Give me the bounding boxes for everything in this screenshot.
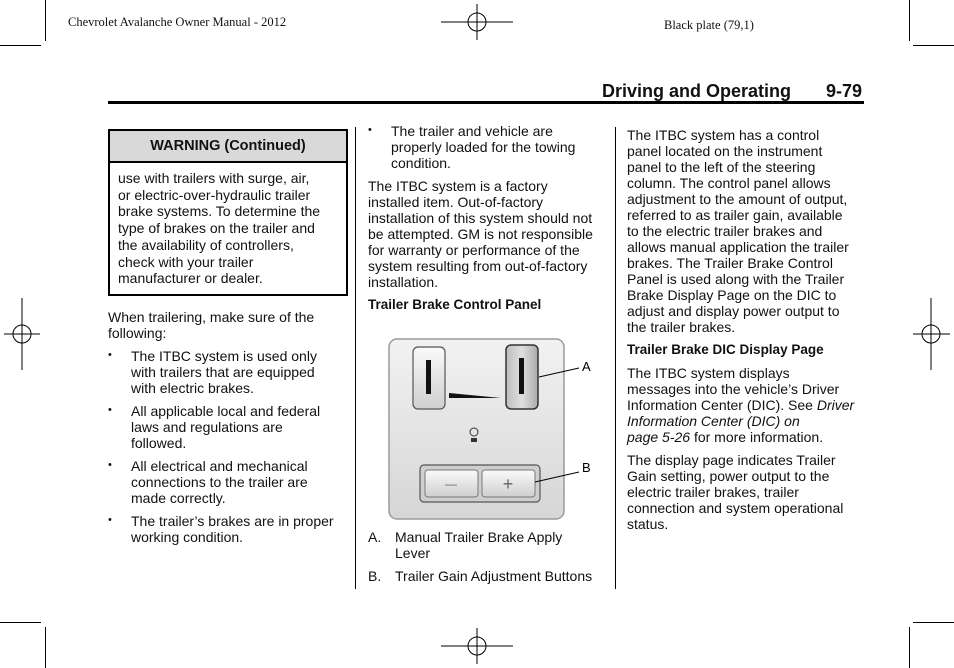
text-line: for warranty or performance of the — [368, 242, 580, 258]
bullet-dot-icon: • — [108, 459, 112, 471]
text-line: to the electric trailer brakes and — [627, 223, 823, 239]
cross-reference-link[interactable]: page 5-26 — [627, 429, 691, 445]
text-line: electric trailer brakes, trailer — [627, 484, 799, 500]
text-line: with electric brakes. — [131, 380, 254, 396]
text-line: panel to the left of the steering — [627, 159, 816, 175]
text-line: Brake Display Page on the DIC to — [627, 287, 837, 303]
bullet-dot-icon: • — [368, 124, 372, 136]
bullet-item — [108, 458, 348, 506]
bullet-item — [108, 513, 348, 545]
text-line: The ITBC system displays — [627, 365, 790, 381]
text-line: Lever — [395, 545, 431, 561]
figure-captions — [368, 529, 610, 591]
text-line: made correctly. — [131, 490, 226, 506]
bullet-item — [368, 123, 610, 171]
text-line: followed. — [131, 435, 187, 451]
text-line: brakes. The Trailer Brake Control — [627, 255, 833, 271]
warning-line: brake systems. To determine the — [118, 203, 321, 220]
column-3 — [627, 127, 872, 539]
text-line: allows manual application the trailer — [627, 239, 849, 255]
text-line: All electrical and mechanical — [131, 458, 308, 474]
text-line: installation of this system should not — [368, 210, 593, 226]
text-line: installed item. Out-of-factory — [368, 194, 544, 210]
warning-line: use with trailers with surge, air, — [118, 170, 310, 186]
column-rule-2 — [615, 127, 616, 589]
subheading: Trailer Brake Control Panel — [368, 297, 542, 312]
text-line: The ITBC system is used only — [131, 348, 317, 364]
minus-sign-label: — — [445, 477, 457, 491]
callout-b-label: B — [582, 460, 591, 475]
text-line: All applicable local and federal — [131, 403, 321, 419]
cross-reference-link[interactable]: Driver — [816, 397, 855, 413]
text-line: connection and system operational — [627, 500, 844, 516]
text-fragment: Information Center (DIC). See — [627, 397, 817, 413]
warning-line: or electric-over-hydraulic trailer — [118, 186, 311, 203]
text-line: The display page indicates Trailer — [627, 452, 836, 468]
bullet-dot-icon: • — [108, 514, 112, 526]
caption-label: B. — [368, 568, 382, 584]
text-line — [627, 397, 872, 413]
text-line: Trailer Gain Adjustment Buttons — [395, 568, 593, 584]
bullet-item — [108, 403, 348, 451]
warning-title: WARNING (Continued) — [110, 131, 346, 163]
text-line: messages into the vehicle’s Driver — [627, 381, 840, 397]
itbc-control-paragraph — [627, 127, 872, 335]
text-line: The trailer’s brakes are in proper — [131, 513, 334, 529]
caption-label: A. — [368, 529, 382, 545]
text-line: condition. — [391, 155, 451, 171]
factory-paragraph — [368, 178, 610, 290]
cross-reference-link[interactable]: Information Center (DIC) on — [627, 413, 800, 429]
intro-paragraph — [108, 309, 348, 341]
trailer-brake-control-panel-figure — [385, 335, 605, 525]
column-2 — [368, 123, 610, 320]
text-line: properly loaded for the towing — [391, 139, 576, 155]
text-line: installation. — [368, 274, 439, 290]
text-line: The ITBC system has a control — [627, 127, 820, 143]
bullet-dot-icon: • — [108, 349, 112, 361]
text-line: with trailers that are equipped — [131, 364, 315, 380]
text-line: The trailer and vehicle are — [391, 123, 553, 139]
caption-b — [368, 568, 610, 584]
header-rule — [108, 101, 864, 104]
display-page-paragraph — [627, 452, 872, 532]
text-line: status. — [627, 516, 669, 532]
text-line: adjustment to the amount of output, — [627, 191, 848, 207]
text-line: the trailer brakes. — [627, 319, 736, 335]
text-line: be attempted. GM is not responsible — [368, 226, 593, 242]
section-title: Driving and Operating — [602, 81, 792, 101]
text-line: column. The control panel allows — [627, 175, 831, 191]
warning-line: manufacturer or dealer. — [118, 270, 263, 287]
text-line: connections to the trailer are — [131, 474, 308, 490]
text-fragment: for more information. — [690, 429, 824, 445]
text-line — [627, 429, 872, 445]
print-header-left: Chevrolet Avalanche Owner Manual - 2012 — [68, 15, 287, 29]
text-line: When trailering, make sure of the — [108, 309, 315, 325]
text-line: Manual Trailer Brake Apply — [395, 529, 563, 545]
subheading: Trailer Brake DIC Display Page — [627, 342, 824, 357]
callout-a-label: A — [582, 359, 591, 374]
text-line: system resulting from out-of-factory — [368, 258, 588, 274]
print-header-right: Black plate (79,1) — [664, 18, 754, 32]
caption-a — [368, 529, 610, 561]
bullet-dot-icon: • — [108, 404, 112, 416]
text-line: Panel is used along with the Trailer — [627, 271, 845, 287]
warning-box — [108, 129, 348, 296]
column-1 — [108, 309, 348, 552]
text-line: The ITBC system is a factory — [368, 178, 548, 194]
dic-paragraph — [627, 365, 872, 445]
warning-line: type of brakes on the trailer and — [118, 220, 315, 237]
plus-sign-label: + — [502, 474, 514, 494]
warning-line: check with your trailer — [118, 253, 254, 270]
lever-bar-icon — [519, 358, 524, 394]
text-line: working condition. — [131, 529, 244, 545]
indicator-bar-icon — [426, 360, 431, 394]
column-rule-1 — [355, 127, 356, 589]
text-line: panel located on the instrument — [627, 143, 823, 159]
page-number: 9-79 — [826, 81, 863, 101]
text-line: following: — [108, 325, 167, 341]
warning-body — [110, 163, 346, 287]
text-line: adjust and display power output to — [627, 303, 840, 319]
text-line: Gain setting, power output to the — [627, 468, 830, 484]
text-line: laws and regulations are — [131, 419, 283, 435]
warning-line: the availability of controllers, — [118, 236, 294, 253]
trailer-brake-symbol-base-icon — [471, 438, 477, 442]
text-line: referred to as trailer gain, available — [627, 207, 843, 223]
bullet-item — [108, 348, 348, 396]
